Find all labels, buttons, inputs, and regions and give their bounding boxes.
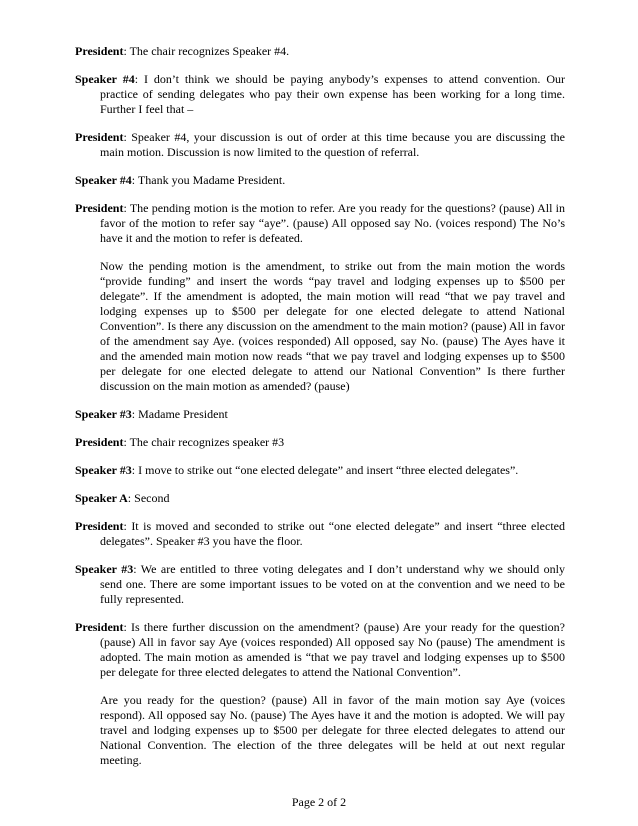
speech-text: We are entitled to three voting delegates and I don’t understand why we should only send one. There are some important issues to be voted on at the convention and we need to be fully represented. [100,562,565,606]
transcript-paragraph [75,620,565,680]
transcript-paragraph [75,463,565,478]
label-separator: : [133,562,141,576]
speaker-label: Speaker #4 [75,173,132,187]
transcript-paragraph [75,693,565,768]
speaker-label: Speaker A [75,491,128,505]
speech-text: Second [134,491,170,505]
speaker-label: President [75,435,124,449]
speaker-label: Speaker #3 [75,562,134,576]
transcript-paragraph [75,44,565,59]
transcript-paragraph [75,562,565,607]
transcript-paragraph [75,72,565,117]
speech-text: I move to strike out “one elected delegate” and insert “three elected delegates”. [138,463,519,477]
label-separator: : [131,173,138,187]
speaker-label: President [75,620,124,634]
page-footer: Page 2 of 2 [291,795,347,809]
label-separator: : [123,201,130,215]
transcript-paragraph [75,130,565,160]
speech-text: The pending motion is the motion to refer. Are you ready for the questions? (pause) All in favor of the motion to refer say “aye”. (pause) All opposed say No. (voices respond) The No’s have it and the motion to refer is defeated. [100,201,565,245]
transcript-paragraph [75,407,565,422]
transcript [75,44,565,768]
label-separator: : [134,72,144,86]
speech-text: It is moved and seconded to strike out “one elected delegate” and insert “three elected delegates”. Speaker #3 you have the floor. [100,519,565,548]
speech-text: Thank you Madame President. [137,173,286,187]
speech-text: I don’t think we should be paying anybody’s expenses to attend convention. Our practice of sending delegates who pay their own expense has been working for a long time. Further I feel that – [100,72,565,116]
speaker-label: Speaker #4 [75,72,135,86]
speech-text: Speaker #4, your discussion is out of order at this time because you are discussing the main motion. Discussion is now limited to the question of referral. [100,130,565,159]
speaker-label: President [75,201,124,215]
label-separator: : [123,620,132,634]
label-separator: : [123,130,132,144]
transcript-paragraph [75,519,565,549]
speaker-label: President [75,44,124,58]
speech-text: The chair recognizes Speaker #4. [129,44,290,58]
label-separator: : [123,519,132,533]
transcript-paragraph [75,259,565,394]
speech-text: Is there further discussion on the amendment? (pause) Are your ready for the question? (pause) All in favor say Aye (voices responded) All opposed say No (pause) The amendment is adopted. The main motion as amended is “that we pay travel and lodging expenses up to $500 per delegate for three elected delegates to attend the National Convention”. [100,620,565,679]
speech-text: Now the pending motion is the amendment, to strike out from the main motion the words “provide funding” and insert the words “pay travel and lodging expenses up to $500 per delegate”. If the amendment is adopted, the main motion will read “that we pay travel and lodging expenses up to $500 per delegate for one elected delegate to attend National Convention”. Is there any discussion on the amendment to the main motion? (pause) All in favor of the amendment say Aye. (voices responded) All opposed, say No. (pause) The Ayes have it and the amended main motion now reads “that we pay travel and lodging expenses up to $500 per delegate for one elected delegate to attend our National Convention” Is there further discussion on the main motion as amended? (pause) [100,259,565,393]
speech-text: The chair recognizes speaker #3 [129,435,285,449]
label-separator: : [123,435,130,449]
transcript-paragraph [75,491,565,506]
transcript-paragraph [75,435,565,450]
speech-text: Madame President [138,407,228,421]
label-separator: : [127,491,135,505]
transcript-paragraph [75,173,565,188]
speech-text: Are you ready for the question? (pause) All in favor of the main motion say Aye (voices respond). All opposed say No. (pause) The Ayes have it and the motion is adopted. We will pay travel and lodging expenses up to $500 per delegate for three elected delegates to attend our National Convention. The election of the three delegates will be held at out next regular meeting. [100,693,565,767]
speaker-label: President [75,519,124,533]
label-separator: : [131,463,139,477]
label-separator: : [123,44,130,58]
label-separator: : [131,407,139,421]
speaker-label: Speaker #3 [75,463,132,477]
transcript-paragraph [75,201,565,246]
speaker-label: President [75,130,124,144]
speaker-label: Speaker #3 [75,407,132,421]
